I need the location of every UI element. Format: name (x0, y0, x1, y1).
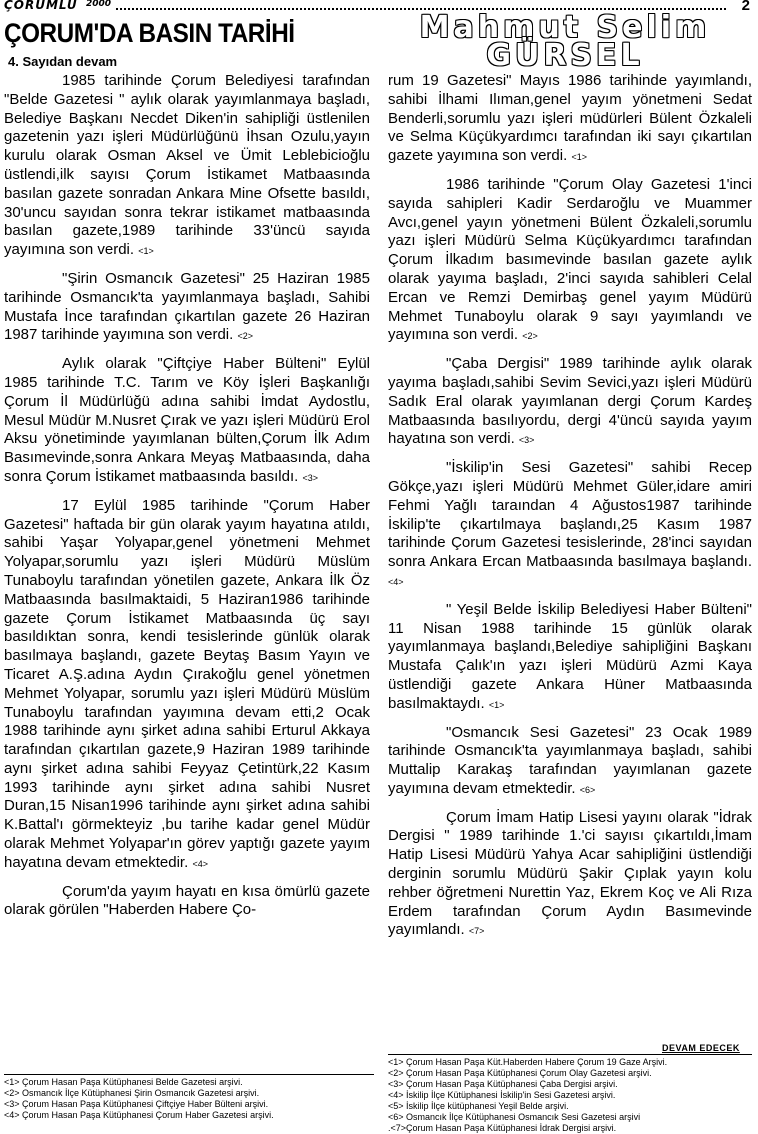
page-number: 2 (741, 0, 750, 14)
footnote-line: <1> Çorum Hasan Paşa Küt.Haberden Habere Çorum 19 Gaze Arşivi. (388, 1057, 668, 1067)
footnote-reference: <1> (488, 699, 505, 710)
paragraph-text: Aylık olarak "Çiftçiye Haber Bülteni" Eylül 1985 tarihinde T.C. Tarım ve Köy İşleri Başkanlığı Çorum İl Müdürlüğü adına sahibi İmdat Aydostlu, Mesul Müdür M.Nusret Çırak ve yazı işleri Müdürü Erol Aksu yönetiminde yayımlanan bülten,Çorum İlk Adım Basımevinde,sonra Ankara Meyaş Matbaasında, daha sonra Çorum İstikamet matbaasında basıldı. (4, 355, 370, 485)
footnote-line: <5> İskilip İlçe kütüphanesi Yeşil Belde arşivi. (388, 1101, 569, 1111)
paragraph-text: "Çaba Dergisi" 1989 tarihinde aylık olarak yayıma başladı,sahibi Sevim Sevici,yazı işleri Müdürü Sadık Eral olarak yayımlanan dergi Çorum Kardeş Matbaasında basılıyordu, dergi 4'üncü sayıda yayım hayatına son verdi. (388, 355, 752, 448)
article-subtitle: 4. Sayıdan devam (8, 54, 118, 69)
footnote-line: <2> Osmancık İlçe Kütüphanesi Şirin Osmancık Gazetesi arşivi. (4, 1088, 260, 1098)
continued-label: DEVAM EDECEK (662, 1043, 740, 1053)
footnote-reference: <1> (571, 152, 587, 163)
footnote-line: <3> Çorum Hasan Paşa Kütüphanesi Çiftçiye Haber Bülteni arşivi. (4, 1099, 269, 1109)
footnote-reference: <7> (468, 926, 485, 937)
paragraph-text: "Osmancık Sesi Gazetesi" 23 Ocak 1989 tarihinde Osmancık'ta yayımlanmaya başladı, sahibi Muttalip Karakaş tarafından yayımlanan gazete yayımına devam etmektedir. (388, 723, 752, 797)
footnote-reference: <2> (522, 331, 538, 342)
magazine-brand: ÇORUMLU (4, 0, 78, 12)
footnote-line: <4> İskilip İlçe Kütüphanesi İskilip'in Sesi Gazetesi arşivi. (388, 1090, 616, 1100)
paragraph-text: Çorum'da yayım hayatı en kısa ömürlü gazete olarak görülen "Haberden Habere Ço- (4, 882, 370, 919)
article-paragraph (4, 355, 370, 488)
issue-year: 2000 (86, 0, 112, 9)
paragraph-text: 1985 tarihinde Çorum Belediyesi tarafından "Belde Gazetesi " aylık olarak yayımlanmaya başladı, Belediye Başkanı Necdet Diken'in sahipliği üstlenilen gazetenin yazı işleri Müdürlüğünü İhsan Ozulu,yayın kurulu olarak Osman Aksel ve Ümit Leblebicioğlu üstlendi,ilk sayısı Çorum İstikamet Matbaasında basılan gazete sonradan Ankara Mine Ofsette basıldı, 30'uncu sayıdan sonra tekrar istikamet matbaasında basılan gazete,1989 tarihinde 33'üncü sayıda yayımına son verdi. (4, 72, 370, 259)
footnote-line: <2> Çorum Hasan Paşa Kütüphanesi Çorum Olay Gazetesi arşivi. (388, 1068, 652, 1078)
paragraph-text: "Şirin Osmancık Gazetesi" 25 Haziran 1985 tarihinde Osmancık'ta yayımlanmaya başladı, Sahibi Mustafa İnce tarafından çıkartılan gazete 26 Haziran 1987 tarihinde yayımına son verdi. (4, 269, 370, 344)
footnote-line: <1> Çorum Hasan Paşa Kütüphanesi Belde Gazetesi arşivi. (4, 1077, 243, 1087)
article-paragraph (388, 601, 752, 715)
right-column (388, 72, 752, 950)
article-paragraph (388, 459, 752, 592)
paragraph-text: "İskilip'in Sesi Gazetesi" sahibi Recep Gökçe,yazı işleri Müdürü Mehmet Güler,idare amiri Fehmi Yağlı taraından 4 Ağustos1987 tarihinde İskilip'te çıkartılmaya başlandı,25 Kasım 1987 tarihinde Çorum Gazetesi tesislerinde, 28'inci sayıdan sonra Ankara Ercan Matbaasında basılmaya başlandı. (388, 459, 752, 571)
author-last-name: GÜRSEL (486, 38, 644, 73)
footnote-reference: <4> (388, 576, 404, 587)
footnote-reference: <6> (579, 784, 596, 795)
article-paragraph (388, 72, 752, 167)
article-title: ÇORUM'DA BASIN TARİHİ (4, 18, 295, 48)
footnote-line: <4> Çorum Hasan Paşa Kütüphanesi Çorum Haber Gazetesi arşivi. (4, 1110, 274, 1120)
footnote-reference: <2> (237, 331, 254, 342)
footnotes-left (4, 1074, 374, 1121)
footnote-reference: <1> (138, 246, 154, 257)
article-paragraph (388, 724, 752, 800)
paragraph-text: 17 Eylül 1985 tarihinde "Çorum Haber Gazetesi" haftada bir gün olarak yayım hayatına atıldı, sahibi Yaşar Yolyapar,genel yönetmeni Mehmet Yolyapar,sorumlu yazı işleri Müdürü Müslüm Tunaboylu tarafından yönetilen gazete, Ankara İlk Öz Matbaasında basılmaktaidi, 5 Haziran1986 tarihinde gazete Çorum İstikamet Matbaasında üç sayı basıldıktan sonra, kendi tesislerinde günlük olarak basılmaya başlandı, gazete Beytaş Basım Yayın ve Ticaret A.Ş.adına Aydın Çırakoğlu genel yönetmen Mehmet Yolyapar, sorumlu yazı işleri Müdürü Müslüm Tunaboylu tarafından yayımına devam etti,2 Ocak 1988 tarihinde aynı şirket adına sahibi Erturul Akkaya tarafından çıkartılan gazete,9 Haziran 1989 tarihinde aynı şirket adına sahibi Feyyaz Çetintürk,22 Kasım 1993 tarihinde aynı şirket adına sahibi Nusret Duran,15 Nisan1996 tarihinde aynı şirket adına sahibi K.Battal'ı görmekteyiz ,bu tarihe kadar genel Müdür olarak Mehmet Yolyapar'ın görev yaptığı gazete yayım hayatına devam etmektedir. (4, 496, 370, 871)
article-paragraph (4, 883, 370, 921)
article-paragraph (388, 176, 752, 346)
footnotes-right (388, 1054, 752, 1134)
footnote-line: <6> Osmancık İlçe Kütüphanesi Osmancık Sesi Gazetesi arşivi (388, 1112, 641, 1122)
paragraph-text: " Yeşil Belde İskilip Belediyesi Haber Bülteni" 11 Nisan 1988 tarihinde 15 günlük olarak yayımlanmaya başlandı,Belediye sahipliğini Başkanı Mustafa Çalık'ın yazı işleri Müdürü Azmi Kaya üstlendiği gazete Ankara Hüner Matbaasında basılmaktaydı. (388, 600, 752, 712)
left-column (4, 72, 370, 929)
footnote-reference: <4> (192, 858, 208, 869)
paragraph-text: Çorum İmam Hatip Lisesi yayını olarak "İdrak Dergisi " 1989 tarihinde 1.'ci sayısı çıkartıldı,İmam Hatip Lisesi Müdürü Yahya Acar sahipliğini üstlendiği derginin sorumlu Müdürü Şakir Çıplak yayın kolu rehber öğretmeni Nurettin Yaz, Ekrem Koç ve Ali Rıza Erdem tarafından Çorum Aydın Basımevinde yayımlandı. (388, 808, 752, 939)
paragraph-text: 1986 tarihinde "Çorum Olay Gazetesi 1'inci sayıda sahipleri Kadir Serdaroğlu ve Muammer Avcı,genel yayın yönetmeni Bülent Özkaleli,sorumlu yazı işleri Müdürü Selma Küçükyardımcı tarafından Çorum İlkadım basımevinde basılan gazete aylık olarak yayıma başladı, 2'inci sayıda sahibleri Celal Ercan ve Remzi Demirbaş genel yayım Müdürü Mehmet Tunaboylu olarak 9 sayı yayımlandı ve yayımına son verdi. (388, 175, 752, 344)
footnote-line: <3> Çorum Hasan Paşa Kütüphanesi Çaba Dergisi arşivi. (388, 1079, 618, 1089)
article-paragraph (388, 355, 752, 450)
footnote-line: .<7>Çorum Hasan Paşa Kütüphanesi İdrak Dergisi arşivi. (388, 1123, 617, 1133)
author-first-name: Mahmut Selim (419, 10, 711, 45)
article-paragraph (4, 497, 370, 874)
article-paragraph (388, 809, 752, 942)
paragraph-text: rum 19 Gazetesi" Mayıs 1986 tarihinde yayımlandı, sahibi İlhami Ilıman,genel yayım yönetmeni Sedat Benderli,sorumlu yazı işleri müdürleri Bülent Özkaleli ve Selma Küçükyardımcı tarafından iki sayı çıkartılan gazete yayımına son verdi. (388, 72, 752, 165)
footnote-reference: <3> (518, 435, 535, 446)
article-paragraph (4, 72, 370, 261)
footnote-reference: <3> (302, 472, 319, 483)
author-name (376, 10, 754, 73)
article-paragraph (4, 270, 370, 346)
